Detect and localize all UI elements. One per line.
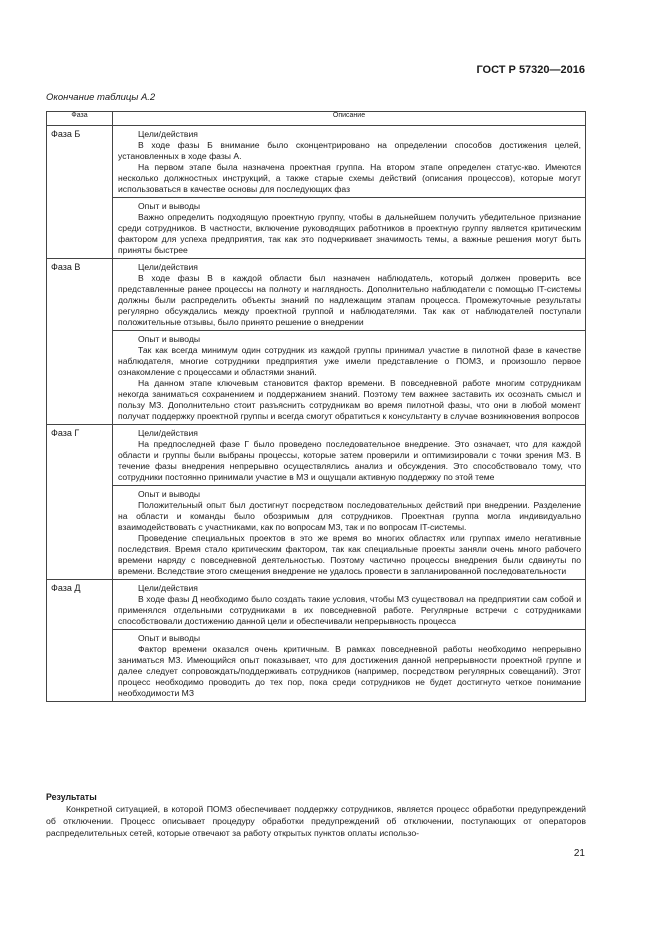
- description-cell: [113, 580, 586, 630]
- phases-table: [46, 111, 586, 702]
- phase-cell: Фаза Б: [47, 126, 113, 259]
- page-number: 21: [573, 848, 585, 859]
- block-paragraph: На предпоследней фазе Г было проведено последовательное внедрение. Это означает, что для каждой области и группы были выбраны процессы, которые затем проверили и оптимизировали с точки зрения МЗ. В течение фазы внедрения непрерывно осуществлялись анализ и обсуждения. Это способствовало тому, что сотрудники постоянно принимали участие в МЗ и ощущали активную поддержку по этой теме: [118, 439, 581, 482]
- block-paragraph: Фактор времени оказался очень критичным. В рамках повседневной работы необходимо непрерывно заниматься МЗ. Имеющийся опыт показывает, что для достижения данной непрерывности проектной группе и далее следует сопровождать/поддерживать сотрудников (например, посредством регулярных совещаний). Этот процесс необходимо проводить до тех пор, пока среди сотрудников не будет достигнуто четкое понимание необходимости МЗ: [118, 644, 581, 698]
- table-body: [47, 126, 586, 702]
- block-title: Опыт и выводы: [138, 334, 201, 344]
- block-title: Опыт и выводы: [138, 201, 201, 211]
- block-paragraph: Проведение специальных проектов в это же время во многих областях или группах имело негативные последствия. Время стало критическим фактором, так как специальные проекты заняли очень много рабочего времени наряду с повседневной деятельностью. Поэтому частично процессы внедрения были сдвинуты по времени. Вследствие этого смещения внедрение не удалось провести в запланированной последовательности: [118, 533, 581, 576]
- description-cell: [113, 331, 586, 425]
- table-row: [47, 486, 586, 580]
- description-cell: [113, 486, 586, 580]
- block-title: Цели/действия: [138, 262, 198, 272]
- results-paragraph: Конкретной ситуацией, в которой ПОМЗ обеспечивает поддержку сотрудников, является процесс обработки предупреждений об отключении. Процесс описывает процедуру обработки предупреждений об отключении, поступающих от операторов распределительных сетей, которые отвечают за работу открытых пунктов оплаты использо-: [46, 804, 586, 838]
- block-paragraph: В ходе фазы Б внимание было сконцентрировано на определении способов достижения целей, установленных в ходе фазы А.: [118, 140, 581, 161]
- description-cell: [113, 425, 586, 486]
- table-row: [47, 580, 586, 630]
- block-paragraph: Положительный опыт был достигнут посредством последовательных действий при внедрении. Разделение на области и команды было обозримым для сотрудников. Проектная группа могла индивидуально взаимодействовать с участниками, как по вопросам МЗ, так и по вопросам IT-системы.: [118, 500, 581, 532]
- column-header-phase: Фаза: [47, 112, 113, 126]
- block-paragraph: Важно определить подходящую проектную группу, чтобы в дальнейшем получить убедительное признание среди сотрудников. В частности, включение руководящих работников в проектную группу является критическим фактором для успеха предприятия, так как это подчеркивает значимость темы, а важные решения могут быть приняты быстрее: [118, 212, 581, 255]
- phase-cell: Фаза В: [47, 259, 113, 425]
- block-title: Опыт и выводы: [138, 633, 201, 643]
- table-row: [47, 630, 586, 702]
- table-row: [47, 331, 586, 425]
- table-row: [47, 259, 586, 331]
- table-caption: Окончание таблицы А.2: [46, 92, 156, 103]
- description-cell: [113, 126, 586, 198]
- block-title: Опыт и выводы: [138, 489, 201, 499]
- description-cell: [113, 630, 586, 702]
- block-paragraph: На данном этапе ключевым становится фактор времени. В повседневной работе многим сотрудникам некогда заниматься сохранением и поддержанием знаний. Поэтому тем важнее заставить их осознать смысл и пользу МЗ. Дополнительно стоит разъяснить сотрудникам во время пилотной фазы, что они в любой момент получат поддержку проектной группы и всегда смогут обратиться к консультанту в случае возникновения вопросов: [118, 378, 581, 421]
- table-row: [47, 198, 586, 259]
- phase-cell: Фаза Д: [47, 580, 113, 702]
- standard-number: ГОСТ Р 57320—2016: [476, 64, 585, 76]
- results-section: [46, 791, 586, 839]
- block-title: Цели/действия: [138, 428, 198, 438]
- table-row: [47, 425, 586, 486]
- block-title: Цели/действия: [138, 129, 198, 139]
- block-paragraph: В ходе фазы Д необходимо было создать такие условия, чтобы МЗ существовал на предприятии сам собой и применялся отдельными сотрудниками в их повседневной работе. Регулярные встречи с сотрудниками способствовали достижению данной цели и обеспечивали непрерывность процесса: [118, 594, 581, 626]
- description-cell: [113, 198, 586, 259]
- block-title: Цели/действия: [138, 583, 198, 593]
- phase-cell: Фаза Г: [47, 425, 113, 580]
- block-paragraph: На первом этапе была назначена проектная группа. На втором этапе определен статус-кво. Имеются несколько должностных инструкций, а также старые схемы действий (описания процессов), которые могут использоваться в качестве основы для последующих фаз: [118, 162, 581, 194]
- table-row: [47, 126, 586, 198]
- column-header-description: Описание: [113, 112, 586, 126]
- table-header-row: [47, 112, 586, 126]
- block-paragraph: Так как всегда минимум один сотрудник из каждой группы принимал участие в пилотной фазе в качестве наблюдателя, многие сотрудники предприятия уже имели представление о ПОМЗ, и произошло первое ознакомление с процессами и областями знаний.: [118, 345, 581, 377]
- block-paragraph: В ходе фазы В в каждой области был назначен наблюдатель, который должен проверить все представленные ранее процессы на полноту и наглядность. Дополнительно наблюдатели с помощью IT-системы должны были распределить объекты знаний по надлежащим этапам процесса. Промежуточные результаты регулярно обсуждались между проектной группой и наблюдателями. Так как от наблюдателей поступали положительные отзывы, было принято решение о внедрении: [118, 273, 581, 327]
- results-title: Результаты: [46, 792, 97, 802]
- description-cell: [113, 259, 586, 331]
